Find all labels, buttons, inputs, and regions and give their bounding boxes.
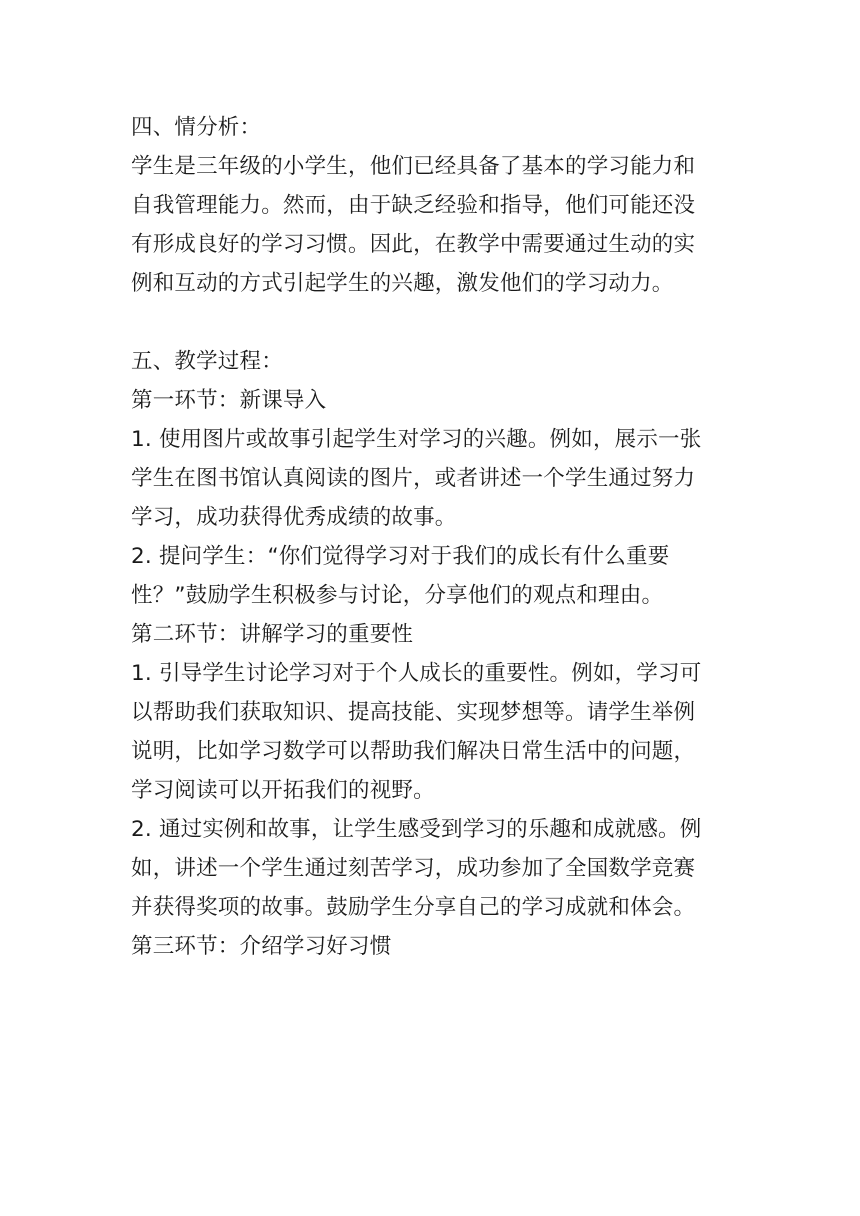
text-line: 并获得奖项的故事。鼓励学生分享自己的学习成就和体会。 <box>131 895 696 920</box>
text-line: 学习阅读可以开拓我们的视野。 <box>131 778 435 803</box>
paragraph-student-analysis <box>131 147 731 303</box>
text-line: 1. 使用图片或故事引起学生对学习的兴趣。例如，展示一张 <box>131 427 702 452</box>
text-line: 自我管理能力。然而，由于缺乏经验和指导，他们可能还没 <box>131 193 696 218</box>
step-title-2: 第二环节：讲解学习的重要性 <box>131 622 414 647</box>
list-item-step1-2 <box>131 537 731 615</box>
section-heading-analysis: 四、情分析： <box>131 115 262 140</box>
text-line: 2. 提问学生：“你们觉得学习对于我们的成长有什么重要 <box>131 544 670 569</box>
text-line: 学习，成功获得优秀成绩的故事。 <box>131 505 457 530</box>
list-item-step2-1 <box>131 654 731 810</box>
text-line: 如，讲述一个学生通过刻苦学习，成功参加了全国数学竞赛 <box>131 856 696 881</box>
text-line: 例和互动的方式引起学生的兴趣，激发他们的学习动力。 <box>131 271 674 296</box>
text-line: 以帮助我们获取知识、提高技能、实现梦想等。请学生举例 <box>131 700 696 725</box>
step-title-3: 第三环节：介绍学习好习惯 <box>131 934 392 959</box>
text-line: 2. 通过实例和故事，让学生感受到学习的乐趣和成就感。例 <box>131 817 702 842</box>
section-heading-teaching-process: 五、教学过程： <box>131 349 283 374</box>
document-body <box>131 108 731 966</box>
text-line: 学生在图书馆认真阅读的图片，或者讲述一个学生通过努力 <box>131 466 696 491</box>
step-title-1: 第一环节：新课导入 <box>131 388 327 413</box>
text-line: 性？”鼓励学生积极参与讨论，分享他们的观点和理由。 <box>131 583 664 608</box>
text-line: 1. 引导学生讨论学习对于个人成长的重要性。例如，学习可 <box>131 661 702 686</box>
list-item-step1-1 <box>131 420 731 537</box>
blank-line <box>131 303 731 342</box>
text-line: 有形成良好的学习习惯。因此，在教学中需要通过生动的实 <box>131 232 696 257</box>
text-line: 学生是三年级的小学生，他们已经具备了基本的学习能力和 <box>131 154 696 179</box>
list-item-step2-2 <box>131 810 731 927</box>
text-line: 说明，比如学习数学可以帮助我们解决日常生活中的问题， <box>131 739 696 764</box>
